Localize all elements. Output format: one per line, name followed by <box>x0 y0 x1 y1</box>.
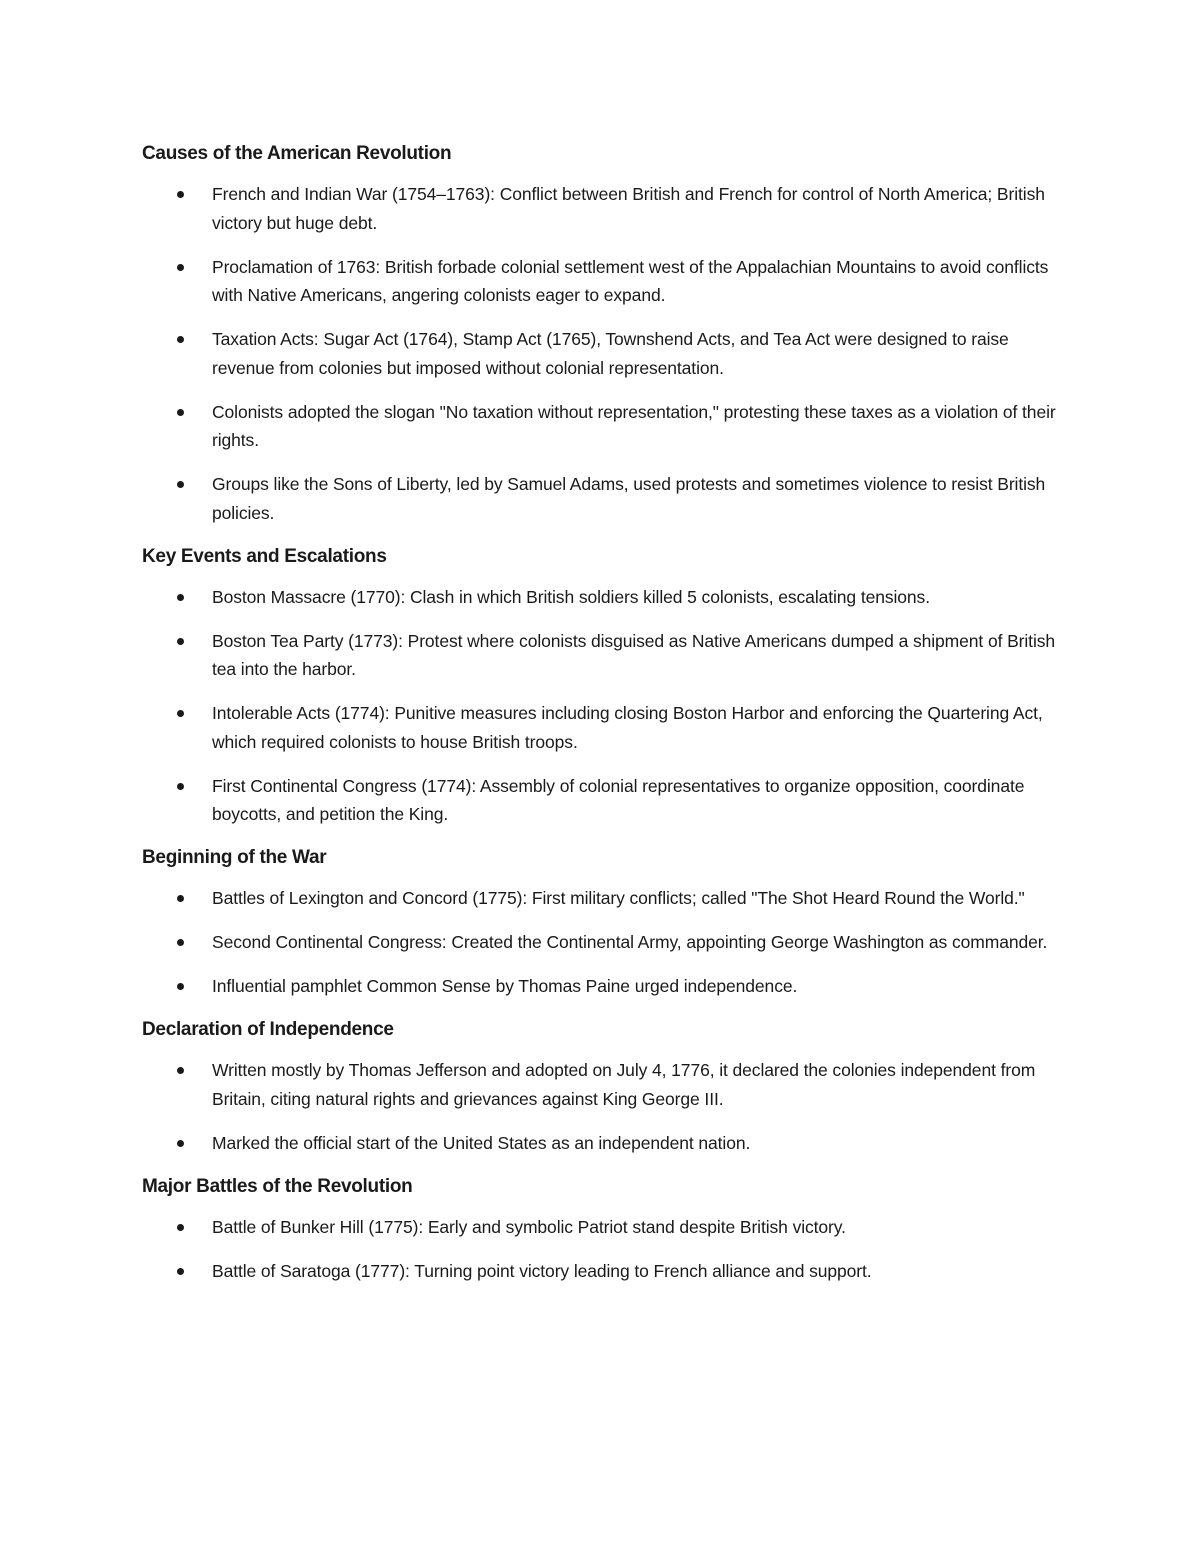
bullet-icon <box>177 895 184 902</box>
section-heading: Beginning of the War <box>142 847 327 868</box>
list-item-text: Groups like the Sons of Liberty, led by Samuel Adams, used protests and sometimes violence to resist British policies. <box>212 474 1046 523</box>
list-item <box>142 180 1062 237</box>
list-item <box>142 699 1062 756</box>
list-item <box>142 1056 1062 1113</box>
list-item <box>142 772 1062 829</box>
section-key-events <box>142 543 1062 829</box>
bullet-list <box>142 583 1062 829</box>
list-item <box>142 972 1062 1001</box>
list-item <box>142 1213 1062 1242</box>
section-beginning-war <box>142 844 1062 1001</box>
bullet-icon <box>177 1224 184 1231</box>
bullet-icon <box>177 1268 184 1275</box>
list-item-text: Second Continental Congress: Created the Continental Army, appointing George Washington as commander. <box>212 932 1048 952</box>
list-item <box>142 583 1062 612</box>
list-item <box>142 1129 1062 1158</box>
list-item-text: Taxation Acts: Sugar Act (1764), Stamp Act (1765), Townshend Acts, and Tea Act were designed to raise revenue from colonies but imposed without colonial representation. <box>212 329 1009 378</box>
section-declaration <box>142 1016 1062 1157</box>
bullet-icon <box>177 264 184 271</box>
list-item <box>142 398 1062 455</box>
list-item-text: Battles of Lexington and Concord (1775): First military conflicts; called "The Shot Heard Round the World." <box>212 888 1025 908</box>
list-item-text: Boston Tea Party (1773): Protest where colonists disguised as Native Americans dumped a shipment of British tea into the harbor. <box>212 630 1056 679</box>
bullet-list <box>142 884 1062 1001</box>
list-item-text: Boston Massacre (1770): Clash in which British soldiers killed 5 colonists, escalating tensions. <box>212 586 930 607</box>
section-heading: Declaration of Independence <box>142 1019 394 1040</box>
bullet-icon <box>177 481 184 488</box>
bullet-icon <box>177 638 184 645</box>
bullet-icon <box>177 783 184 790</box>
bullet-list <box>142 1213 1062 1286</box>
bullet-icon <box>177 336 184 343</box>
list-item <box>142 253 1062 310</box>
section-heading: Causes of the American Revolution <box>142 143 452 164</box>
list-item-text: Intolerable Acts (1774): Punitive measures including closing Boston Harbor and enforcing the Quartering Act, which required colonists to house British troops. <box>212 703 1043 752</box>
list-item-text: Colonists adopted the slogan "No taxation without representation," protesting these taxes as a violation of their rights. <box>212 401 1056 450</box>
bullet-icon <box>177 939 184 946</box>
list-item-text: Battle of Saratoga (1777): Turning point victory leading to French alliance and support. <box>212 1260 872 1281</box>
list-item-text: Written mostly by Thomas Jefferson and adopted on July 4, 1776, it declared the colonies independent from Britain, citing natural rights and grievances against King George III. <box>212 1060 1036 1109</box>
bullet-icon <box>177 409 184 416</box>
list-item <box>142 884 1062 913</box>
list-item-text: First Continental Congress (1774): Assembly of colonial representatives to organize opposition, coordinate boycotts, and petition the King. <box>212 775 1025 824</box>
list-item-text: Influential pamphlet Common Sense by Thomas Paine urged independence. <box>212 976 798 996</box>
section-major-battles <box>142 1173 1062 1286</box>
section-heading: Major Battles of the Revolution <box>142 1175 413 1197</box>
list-item-text: French and Indian War (1754–1763): Conflict between British and French for control of North America; British victory but huge debt. <box>212 184 1045 233</box>
list-item-text: Battle of Bunker Hill (1775): Early and symbolic Patriot stand despite British victory. <box>212 1216 846 1237</box>
section-heading: Key Events and Escalations <box>142 545 387 567</box>
document-content <box>142 140 1062 1301</box>
bullet-icon <box>177 191 184 198</box>
bullet-icon <box>177 710 184 717</box>
list-item <box>142 928 1062 957</box>
list-item-text: Proclamation of 1763: British forbade colonial settlement west of the Appalachian Mountains to avoid conflicts with Native Americans, angering colonists eager to expand. <box>212 256 1049 305</box>
list-item-text: Marked the official start of the United States as an independent nation. <box>212 1132 751 1153</box>
bullet-icon <box>177 1067 184 1074</box>
list-item <box>142 470 1062 527</box>
list-item <box>142 1257 1062 1286</box>
list-item <box>142 627 1062 684</box>
section-causes <box>142 140 1062 527</box>
bullet-icon <box>177 594 184 601</box>
bullet-list <box>142 180 1062 527</box>
bullet-list <box>142 1056 1062 1157</box>
bullet-icon <box>177 1140 184 1147</box>
list-item <box>142 325 1062 382</box>
bullet-icon <box>177 983 184 990</box>
